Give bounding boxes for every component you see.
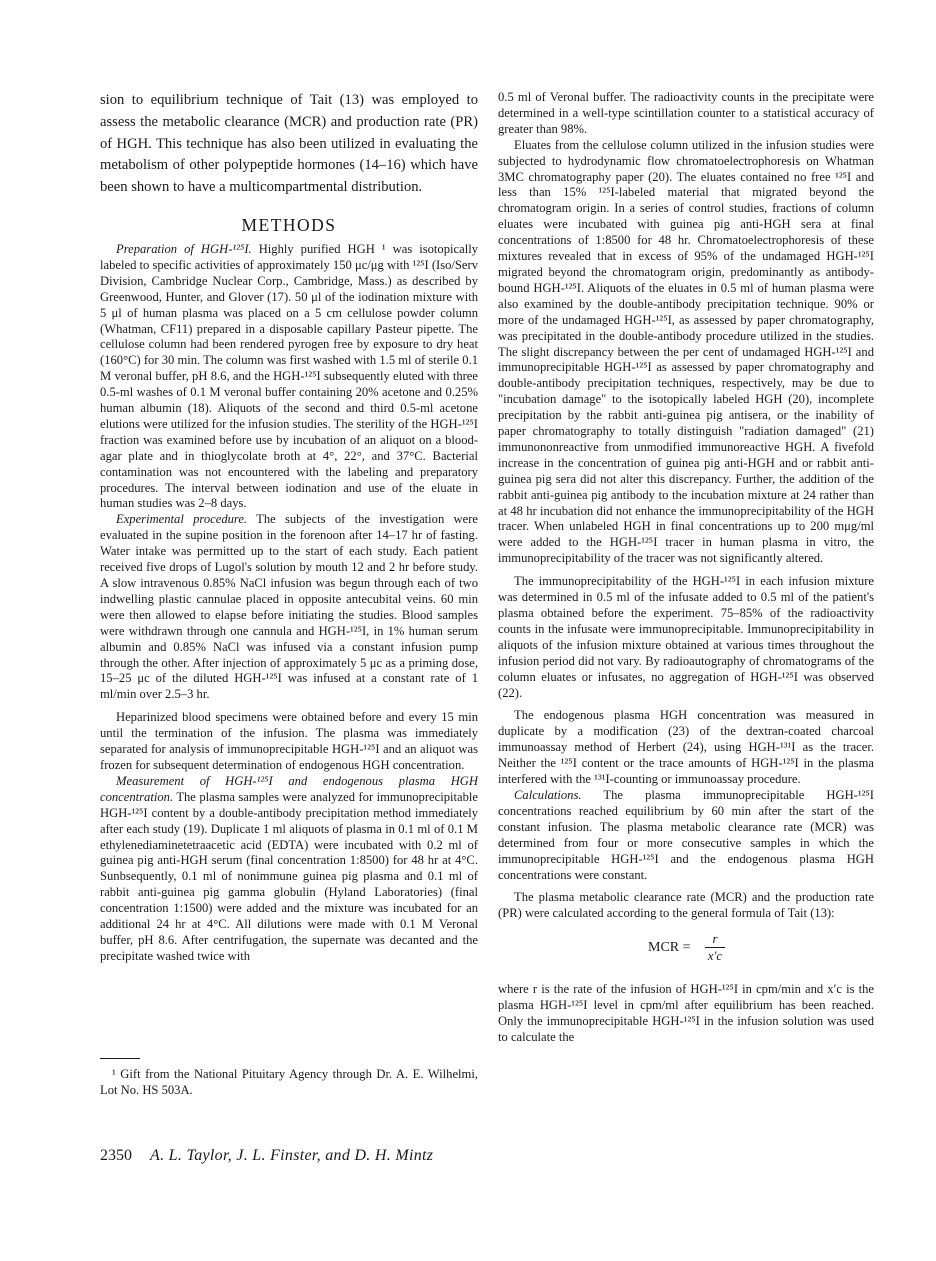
preparation-paragraph — [100, 242, 478, 512]
left-column — [100, 90, 478, 965]
author-line: A. L. Taylor, J. L. Finster, and D. H. Mintz — [150, 1147, 434, 1164]
experimental-procedure-text: The subjects of the investigation were evaluated in the supine position in the forenoon after 14–17 hr of fasting. Water intake was permitted up to the start of each study. Each patient received five drops of Lugol's solution by mouth 12 and 2 hr before study. A slow intravenous 0.85% NaCl infusion was begun through each of two indwelling plastic cannulae placed in opposite antecubital veins. 60 min were then allowed to elapse before initiating the studies. Blood samples were withdrawn through one cannula and HGH-¹²⁵I, in 1% human serum albumin and 0.85% NaCl was infused via a constant infusion pump through the other. After injection of approximately 5 μc as a priming dose, 15–25 μc of the diluted HGH-¹²⁵I was infused at a constant rate of 1 ml/min over 2.5–3 hr. — [100, 512, 479, 702]
experimental-procedure-run-in-heading: Experimental procedure. — [116, 512, 248, 527]
preparation-text: Highly purified HGH ¹ was isotopically labeled to specific activities of approximately 150 μc/μg with ¹²⁵I (Iso/Serv Division, Cambridge Nuclear Corp., Cambridge, Mass.) as described by Greenwood, Hunter, and Glover (17). 50 μl of the iodination mixture with 5 μl of human plasma was placed on a 5 cm cellulose powder column (Whatman, CF11) prepared in a disposable capillary Pasteur pipette. The cellulose column had been rendered pyrogen free by exposure to dry heat (160°C) for 30 min. The column was first washed with 1.5 ml of sterile 0.1 M veronal buffer, pH 8.6, and the HGH-¹²⁵I subsequently eluted with three 0.5-ml washes of 0.1 M veronal buffer containing 20% acetone and 0.25% human albumin (18). Aliquots of the second and third 0.5-ml acetone elutions were utilized for the infusion studies. The sterility of the HGH-¹²⁵I fraction was examined before use by incubation of an aliquot on a blood-agar plate and in thioglycolate broth at 4°, 22°, and 37°C. Bacterial contamination was not encountered with the labeling and preparatory procedures. The interval between iodination and use of the eluate in human studies was 2–8 days. — [100, 241, 479, 511]
page-number: 2350 — [100, 1147, 132, 1164]
formula-fraction — [705, 932, 725, 963]
calculations-run-in-heading: Calculations. — [514, 787, 582, 802]
measurement-paragraph — [100, 774, 478, 965]
formula-numerator: r — [712, 931, 718, 947]
tait-formula-intro-paragraph: The plasma metabolic clearance rate (MCR) and the production rate (PR) were calculated according to the general formula of Tait (13): — [498, 890, 874, 921]
formula-denominator: x′c — [707, 948, 723, 964]
measurement-run-in-heading: Measurement of HGH-¹²⁵I and endogenous plasma HGH concentration. — [100, 773, 478, 804]
right-column — [498, 90, 874, 1046]
footnote: ¹ Gift from the National Pituitary Agency through Dr. A. E. Wilhelmi, Lot No. HS 503A. — [100, 1067, 478, 1097]
preparation-run-in-heading: Preparation of HGH-¹²⁵I. — [116, 241, 252, 256]
experimental-procedure-paragraph — [100, 512, 478, 703]
measurement-text: The plasma samples were analyzed for immunoprecipitable HGH-¹²⁵I content by a double-antibody precipitation method immediately after each study (19). Duplicate 1 ml aliquots of plasma in 0.1 ml of 0.1 M ethylenediaminetetraacetic acid (EDTA) were incubated with 0.2 ml of guinea pig anti-HGH serum (final concentration 1:8500) for 48 hr at 4°C. Sunbsequently, 0.1 ml of nonimmune guinea pig plasma and 0.1 ml of rabbit anti-guinea pig gamma globulin (Hyland Laboratories) (final concentration 1:1500) were added and the mixture was incubated for an additional 24 hr at 4°C. All dilutions were made with 0.1 M Veronal buffer, pH 8.6. After centrifugation, the supernate was decanted and the precipitate washed twice with — [100, 789, 478, 963]
veronal-paragraph: 0.5 ml of Veronal buffer. The radioactivity counts in the precipitate were determined in a well-type scintillation counter to a statistical accuracy of greater than 98%. — [498, 90, 874, 136]
formula-explanation-paragraph: where r is the rate of the infusion of HGH-¹²⁵I in cpm/min and x′c is the plasma HGH-¹²⁵I level in cpm/ml after equilibrium has been reached. Only the immunoprecipitable HGH-¹²⁵I in the infusion solution was used to calculate the — [498, 982, 874, 1044]
methods-heading: METHODS — [241, 214, 337, 235]
formula-lhs: MCR = — [648, 940, 691, 956]
footnote-rule — [100, 1058, 140, 1059]
mcr-formula — [498, 926, 874, 976]
endogenous-hgh-paragraph: The endogenous plasma HGH concentration was measured in duplicate by a modification (23) of the dextran-coated charcoal immunoassay method of Herbert (24), using HGH-¹³¹I as the tracer. Neither the ¹²⁵I content or the trace amounts of HGH-¹²⁵I in the plasma interfered with the ¹³¹I-counting or immunoassay procedure. — [498, 708, 874, 787]
heparinized-blood-paragraph: Heparinized blood specimens were obtained before and every 15 min until the termination of the infusion. The plasma was immediately separated for analysis of immunoprecipitable HGH-¹²⁵I and an aliquot was frozen for subsequent determination of endogenous HGH concentration. — [100, 710, 478, 772]
calculations-paragraph — [498, 788, 874, 883]
immunoprecipitability-paragraph: The immunoprecipitability of the HGH-¹²⁵I in each infusion mixture was determined in 0.5 ml of the infusate added to 0.5 ml of the patient's plasma obtained before the experiment. 75–85% of the radioactivity counts in the infusate were immunoprecipitable. Immunoprecipitability in aliquots of the infusion mixture obtained at various times throughout the infusion period did not vary. By radioautography of chromatograms of the column eluates or infusates, no aggregation of HGH-¹²⁵I was observed (22). — [498, 574, 874, 700]
calculations-text: The plasma immunoprecipitable HGH-¹²⁵I concentrations reached equilibrium by 60 min after the start of the constant infusion. The plasma metabolic clearance rate (MCR) was determined from four or more consecutive samples in which the immunoprecipitable HGH-¹²⁵I and the endogenous plasma HGH concentrations were constant. — [498, 787, 874, 882]
intro-paragraph: sion to equilibrium technique of Tait (13) was employed to assess the metabolic clearance (MCR) and production rate (PR) of HGH. This technique has also been utilized in evaluating the metabolism of other polypeptide hormones (14–16) which have been shown to have a multicompartmental distribution. — [100, 92, 478, 196]
eluates-paragraph: Eluates from the cellulose column utilized in the infusion studies were subjected to hydrodynamic flow chromatoelectrophoresis on Whatman 3MC chromatography paper (20). The eluates contained no free ¹²⁵I and less than 15% ¹²⁵I-labeled material that migrated beyond the chromatogram origin. In a series of control studies, fractions of column eluates were incubated with guinea pig anti-HGH sera at final concentrations of 1:8500 for 48 hr. Chromatoelectrophoresis of these mixtures revealed that in excess of 95% of the undamaged HGH-¹²⁵I migrated beyond the chromatogram origin, predominantly as antibody-bound HGH-¹²⁵I. Aliquots of the eluates in 0.5 ml of human plasma were also examined by the double-antibody precipitation technique. 90% or more of the undamaged HGH-¹²⁵I, as assessed by paper chromatography, was precipitated in the double-antibody procedure utilized in the studies. The slight discrepancy between the per cent of undamaged HGH-¹²⁵I and immunoprecipitable HGH-¹²⁵I as assessed by paper chromatography and double-antibody precipitation techniques, respectively, may be due to "incubation damage" to the isotopically labeled HGH (20), incomplete precipitation by the rabbit anti-guinea pig antisera, or the inability of paper chromatography to totally distinguish "radiation damaged" (21) immunononreactive from unmodified immunoreactive HGH. A fivefold increase in the concentration of guinea pig anti-HGH and or rabbit anti-guinea pig sera did not alter this discrepancy. Further, the addition of the rabbit anti-guinea pig antibody to the incubation mixture at 24 rather than at 48 hr incubation did not enhance the immunoprecipitability of the HGH tracer. When unlabeled HGH in final concentrations up to 200 mμg/ml were added to the HGH-¹²⁵I tracer in human plasma in vitro, the immunoprecipitability of the tracer was not significantly altered. — [498, 137, 874, 566]
page-footer — [100, 1147, 433, 1165]
